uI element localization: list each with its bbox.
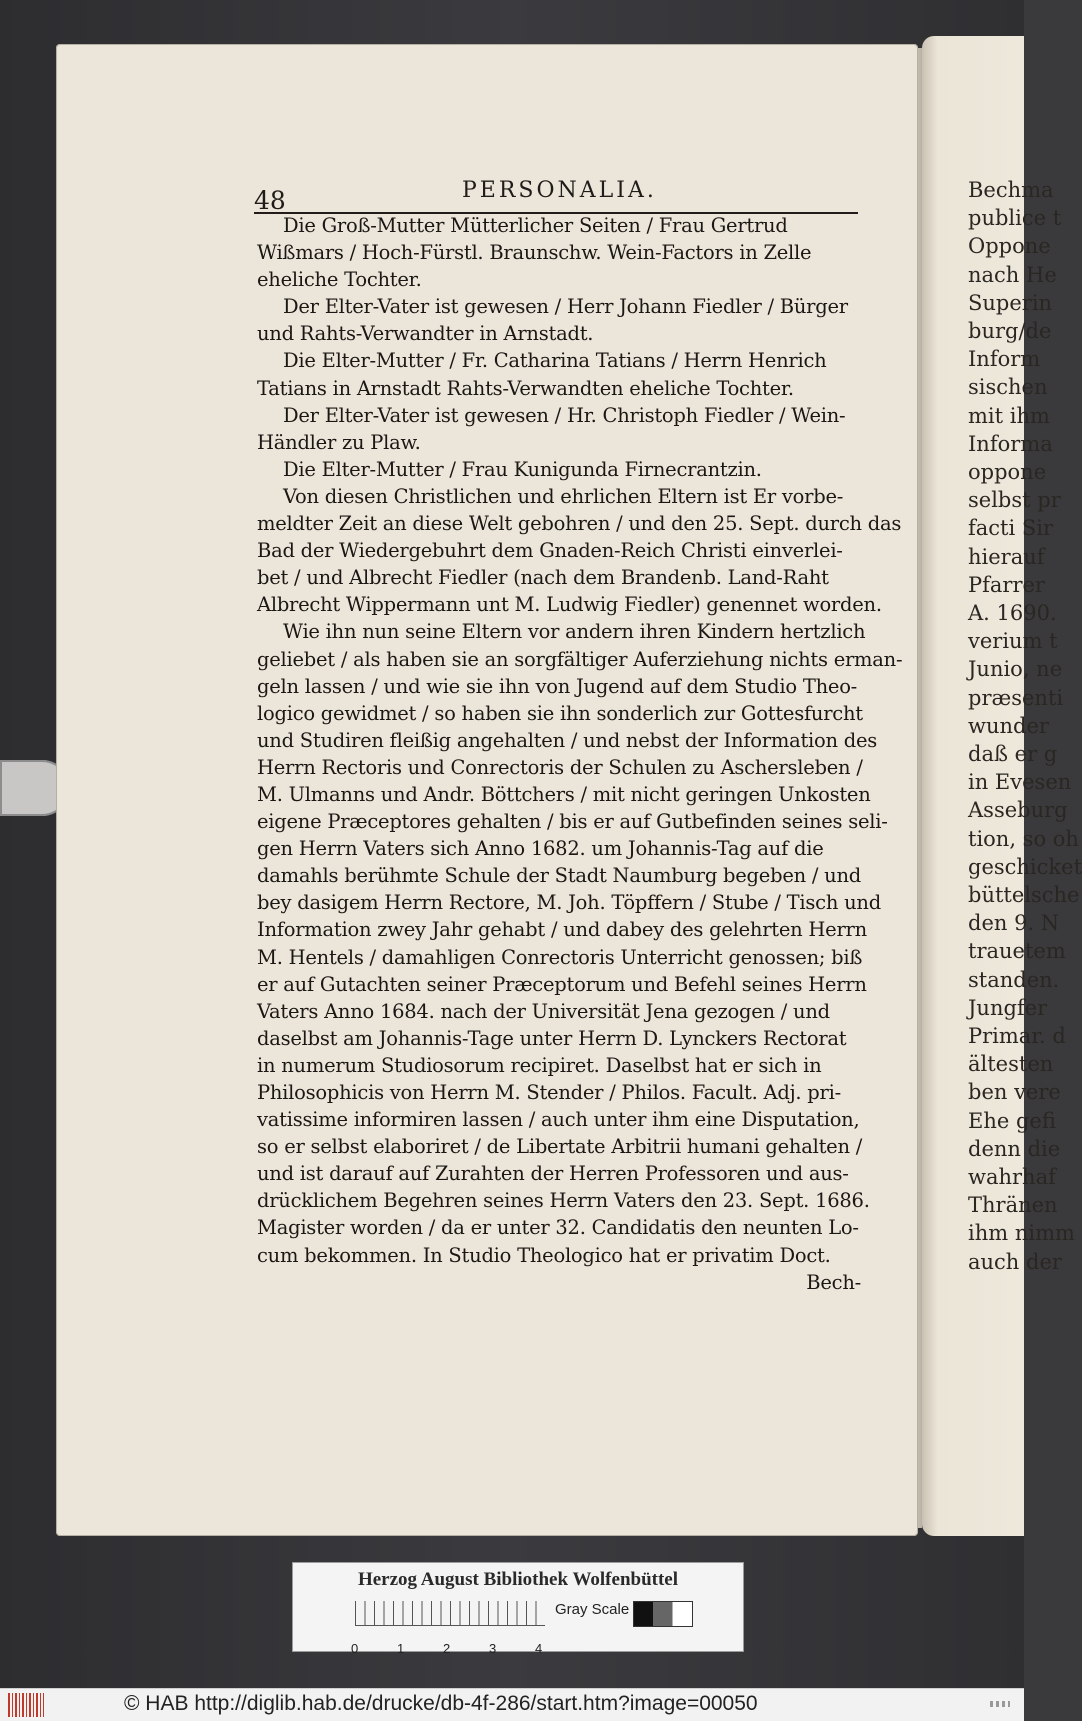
text-line: Die Groß-Mutter Mütterlicher Seiten / Frau Gertrud [283,214,788,237]
text-line: Der Elter-Vater ist gewesen / Herr Johann Fiedler / Bürger [283,295,848,319]
text-line: Albrecht Wippermann unt M. Ludwig Fiedler) genennet worden. [257,593,882,617]
next-page-fragment: hierauf [968,544,1045,569]
page-number: 48 [254,186,286,215]
text-line: logico gewidmet / so haben sie ihn sonderlich zur Gottesfurcht [257,701,863,725]
next-page-fragment: Superin [968,290,1053,315]
text-line: eheliche Tochter. [257,268,422,292]
text-line: Wie ihn nun seine Eltern vor andern ihren Kindern hertzlich [283,620,866,644]
text-line: und Rahts-Verwandter in Arnstadt. [257,322,594,346]
text-line: Von diesen Christlichen und ehrlichen Eltern ist Er vorbe- [283,484,844,508]
next-page-fragment: wahrhaf [968,1165,1056,1189]
next-page-fragment: ältesten [968,1052,1054,1077]
next-page-fragment: Inform [968,347,1041,372]
next-page-fragment: Pfarrer [968,572,1045,597]
next-page-fragment: in Evesen [968,770,1072,795]
next-page-fragment: Thränen [968,1193,1058,1218]
next-page-fragment: den 9. N [968,911,1060,936]
text-line: Vaters Anno 1684. nach der Universität Jena gezogen / und [257,999,830,1023]
catchword: Bech- [806,1270,861,1294]
running-title: PERSONALIA. [462,178,657,203]
text-line: er auf Gutachten seiner Præceptorum und Befehl seines Herrn [257,972,867,996]
next-page-fragment: Junio, ne [968,657,1063,682]
next-page-fragment: sischen [968,375,1048,400]
body-text [257,212,903,1296]
scale-number: 1 [397,1641,405,1656]
library-color-chart [292,1562,744,1656]
grayscale-swatch [633,1601,693,1627]
copyright-link[interactable]: © HAB http://diglib.hab.de/drucke/db-4f-286/start.htm?image=00050 [124,1692,758,1715]
scale-number: 0 [351,1641,359,1656]
text-line: Herrn Rectoris und Conrectoris der Schulen zu Aschersleben / [257,755,863,779]
next-page-fragment: büttelsche [968,883,1080,907]
next-page-fragment: tion, so oh [968,826,1079,851]
text-line: Wißmars / Hoch-Fürstl. Braunschw. Wein-Factors in Zelle [257,241,812,265]
scale-number: 3 [489,1641,497,1656]
next-page-fragment: præsenti [968,685,1064,710]
text-line: Information zwey Jahr gehabt / und dabey des gelehrten Herrn [257,918,867,942]
text-line: Händler zu Plaw. [257,430,421,454]
next-page-fragment: wunder [968,713,1049,738]
text-line: Die Elter-Mutter / Frau Kunigunda Firnecrantzin. [283,457,762,481]
next-page-fragment: A. 1690. [968,601,1057,625]
next-page-fragment: nach He [968,262,1057,287]
library-name: Herzog August Bibliothek Wolfenbüttel [357,1569,679,1590]
next-page-fragment: burg/de [968,319,1052,343]
text-line: bet / und Albrecht Fiedler (nach dem Brandenb. Land-Raht [257,566,829,590]
page-header [254,176,858,216]
status-bar [0,1688,1024,1721]
next-page-fragment: daß er g [968,742,1058,766]
next-page-fragment: auch der [968,1249,1062,1274]
next-page-fragment: Ehe gefi [968,1108,1056,1133]
grayscale-label: Gray Scale [555,1601,630,1618]
text-line: Bad der Wiedergebuhrt dem Gnaden-Reich Christi einverlei- [257,539,843,563]
text-line: Philosophicis von Herrn M. Stender / Philos. Facult. Adj. pri- [257,1081,841,1104]
next-page-fragment: selbst pr [968,488,1061,513]
text-line: Magister worden / da er unter 32. Candidatis den neunten Lo- [257,1216,859,1240]
text-line: drücklichem Begehren seines Herrn Vaters den 23. Sept. 1686. [257,1189,870,1213]
next-page-fragment: publice t [968,206,1062,231]
text-line: Tatians in Arnstadt Rahts-Verwandten eheliche Tochter. [257,376,794,400]
scale-number: 4 [535,1641,543,1656]
text-line: gen Herrn Vaters sich Anno 1682. um Johannis-Tag auf die [257,837,824,861]
next-page-fragment: Primar. d [968,1024,1066,1048]
next-page-fragment: Asseburg [968,798,1068,823]
next-page-fragment: Jungfer [968,995,1048,1020]
text-line: daselbst am Johannis-Tage unter Herrn D. Lynckers Rectorat [257,1026,847,1050]
text-line: vatissime informiren lassen / auch unter ihm eine Disputation, [257,1108,860,1132]
text-line: Der Elter-Vater ist gewesen / Hr. Christoph Fiedler / Wein- [283,403,846,427]
next-page-fragment: denn die [968,1136,1061,1161]
text-line: geln lassen / und wie sie ihn von Jugend auf dem Studio Theo- [257,674,858,698]
next-page-fragment: verium t [968,629,1058,654]
ruler-scale [351,1601,545,1656]
next-page-edge [922,36,1082,1536]
ruler-ticks [355,1601,545,1626]
next-page-fragment: standen. [968,967,1060,992]
next-page-fragment: mit ihm [968,403,1050,428]
text-line: M. Ulmanns und Andr. Böttchers / mit nicht geringen Unkosten [257,782,871,806]
next-page-fragment: oppone [968,460,1047,484]
scale-number: 2 [443,1641,451,1656]
next-page-fragment: Informa [968,431,1053,456]
text-line: Die Elter-Mutter / Fr. Catharina Tatians / Herrn Henrich [283,349,827,373]
next-page-fragment: Oppone [968,234,1051,259]
text-line: M. Hentels / damahligen Conrectoris Unterricht genossen; biß [257,945,863,969]
text-line: eigene Præceptores gehalten / bis er auf Gutbefinden seines seli- [257,810,888,834]
text-line: geliebet / als haben sie an sorgfältiger Auferziehung nichts erman- [257,647,903,671]
hab-logo-icon [8,1693,44,1717]
status-dots-icon [990,1701,1010,1707]
text-line: damahls berühmte Schule der Stadt Naumburg begeben / und [257,864,861,888]
text-line: bey dasigem Herrn Rectore, M. Joh. Töpffern / Stube / Tisch und [257,891,881,915]
next-page-fragment: geschicket [968,854,1082,879]
next-page-fragment: facti Sir [968,516,1054,541]
next-page-fragment: trauetem [968,939,1066,964]
text-line: so er selbst elaboriret / de Libertate Arbitrii humani gehalten / [257,1135,863,1159]
next-page-fragment: ben vere [968,1080,1061,1105]
next-page-fragment: Bechma [968,178,1054,202]
next-page-fragment: ihm nimm [968,1221,1075,1246]
text-line: cum bekommen. In Studio Theologico hat er privatim Doct. [257,1243,831,1267]
text-line: in numerum Studiosorum recipiret. Daselbst hat er sich in [257,1053,822,1077]
text-line: und ist darauf auf Zurahten der Herren Professoren und aus- [257,1162,849,1186]
text-line: und Studiren fleißig angehalten / und nebst der Information des [257,728,878,752]
text-line: meldter Zeit an diese Welt gebohren / und den 25. Sept. durch das [257,512,902,536]
